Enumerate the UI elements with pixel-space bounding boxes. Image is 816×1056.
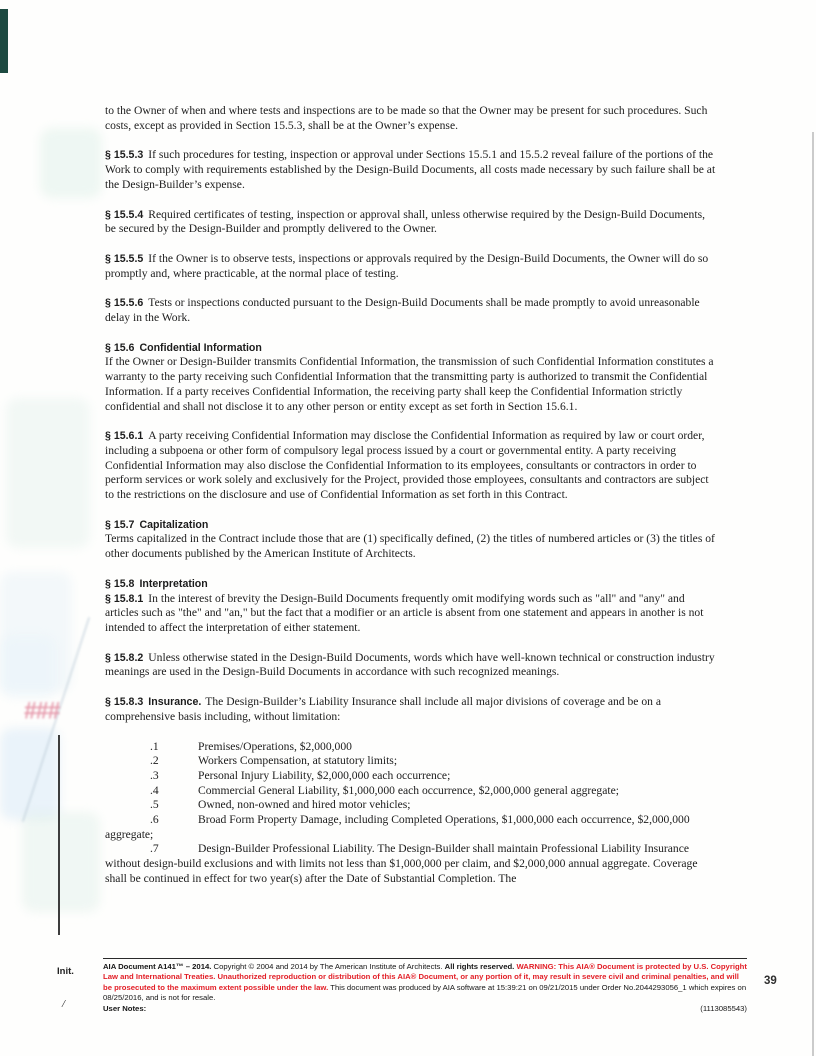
footer-copyright <box>103 962 747 1004</box>
section-15-5-3 <box>105 148 718 192</box>
scan-artifact-blob <box>0 636 56 698</box>
section-text: If the Owner is to observe tests, inspections or approvals required by the Design-Build Documents, the Owner will do so promptly and, where practicable, at the normal place of testing. <box>105 251 709 280</box>
section-heading <box>105 518 718 533</box>
section-15-8-1 <box>105 592 718 636</box>
list-item-text: Premises/Operations, $2,000,000 <box>198 739 352 753</box>
footer-notes-row <box>103 1004 747 1014</box>
scan-artifact-blob <box>0 728 60 820</box>
section-text: A party receiving Confidential Information may disclose the Confidential Information as required by law or court order, including a subpoena or other form of compulsory legal process issued by a court or governmental entity. A party receiving Confidential Information may also disclose the Confidential Information to its employees, consultants or contractors in order to perform services or work solely and exclusively for the Project, provided those employees, consultants and contractors are subject to the restrictions on the disclosure and use of Confidential Information as set forth in this Contract. <box>105 429 709 502</box>
section-text: If such procedures for testing, inspection or approval under Sections 15.5.1 and 15.5.2 reveal failure of the portions of the Work to comply with requirements established by the Design-Build Documents, all costs made necessary by such failure shall be at the Design-Builder’s expense. <box>105 148 716 191</box>
scan-edge-line <box>812 132 814 1056</box>
list-item <box>105 784 718 799</box>
section-label: § 15.8.3 <box>105 696 144 709</box>
section-heading <box>105 577 718 592</box>
scan-artifact-blob <box>40 128 102 198</box>
section-15-6-1 <box>105 429 718 503</box>
footer-doc-title: AIA Document A141™ – 2014. <box>103 962 212 971</box>
section-label: § 15.5.4 <box>105 208 144 221</box>
list-item-text: Design-Builder Professional Liability. The Design-Builder shall maintain Professional Liability Insurance without design-build exclusions and with limits not less than $1,000,000 per claim, and $2,000,000 annual aggregate. Coverage shall be continued in effect for two year(s) after the Date of Substantial Completion. The <box>105 842 698 885</box>
section-heading <box>105 341 718 356</box>
section-15-8 <box>105 577 718 636</box>
list-item-number: .3 <box>150 768 159 782</box>
section-heading-text: Confidential Information <box>139 341 262 354</box>
footer-warning: WARNING: This AIA® Document is protected by U.S. Copyright Law and International Treaties. Unauthorized reproduction or distribution of this AIA® Document, or any portion of it, may result in severe civil and criminal penalties, and will be prosecuted to the maximum extent possible under the law. <box>103 962 747 992</box>
document-id: (1113085543) <box>700 1003 747 1013</box>
list-item-number: .2 <box>150 754 159 768</box>
list-item <box>105 842 718 886</box>
section-15-8-2 <box>105 651 718 680</box>
list-item-number: .5 <box>150 798 159 812</box>
list-item-text: Commercial General Liability, $1,000,000 each occurrence, $2,000,000 general aggregate; <box>198 783 619 797</box>
section-text: Tests or inspections conducted pursuant to the Design-Build Documents shall be made promptly to avoid unreasonable delay in the Work. <box>105 296 700 325</box>
insurance-list <box>105 740 718 887</box>
section-text: Terms capitalized in the Contract include those that are (1) specifically defined, (2) the titles of numbered articles or (3) the titles of other documents published by the American Institute of Architects. <box>105 532 715 561</box>
list-item-number: .4 <box>150 783 159 797</box>
scan-artifact-pink-hatch: ### <box>24 696 60 724</box>
list-item <box>105 813 718 842</box>
section-text: If the Owner or Design-Builder transmits Confidential Information, the transmission of such Confidential Information constitutes a warranty to the party receiving such Confidential Information that the transmitting party is authorized to transmit the Confidential Information. If a party receives Confidential Information, the receiving party shall keep the Confidential Information strictly confidential and shall not disclose it to any other person or entity except as set forth in Section 15.6.1. <box>105 355 714 413</box>
section-15-7 <box>105 518 718 562</box>
list-item-number: .1 <box>150 739 159 753</box>
footer-copyright-text: Copyright © 2004 and 2014 by The American Institute of Architects. <box>211 962 445 971</box>
list-item-text: Owned, non-owned and hired motor vehicles; <box>198 798 411 812</box>
section-text: Required certificates of testing, inspection or approval shall, unless otherwise required by the Design-Build Documents, be secured by the Design-Builder and promptly delivered to the Owner. <box>105 207 705 236</box>
list-item <box>105 740 718 755</box>
list-item-number: .7 <box>150 842 159 856</box>
section-lead: Insurance. <box>148 696 202 709</box>
section-label: § 15.5.6 <box>105 297 144 310</box>
scan-artifact-blob <box>22 812 100 912</box>
section-label: § 15.5.5 <box>105 252 144 265</box>
section-label: § 15.7 <box>105 518 135 531</box>
footer-divider <box>103 958 747 959</box>
section-text: In the interest of brevity the Design-Build Documents frequently omit modifying words such as "all" and "any" and articles such as "the" and "an," but the fact that a modifier or an article is absent from one statement and appears in another is not intended to affect the interpretation of either statement. <box>105 591 704 634</box>
section-label: § 15.5.3 <box>105 149 144 162</box>
paragraph-continuation: to the Owner of when and where tests and inspections are to be made so that the Owner may be present for such procedures. Such costs, except as provided in Section 15.5.3, shall be at the Owner’s expense. <box>105 104 708 132</box>
footer-produced: This document was produced by AIA software at 15:39:21 on 09/21/2015 under Order No.2044293056_1 which expires on 08/25/2016, and is not for resale. <box>103 982 747 1003</box>
section-text: The Design-Builder’s Liability Insurance shall include all major divisions of coverage and be on a comprehensive basis including, without limitation: <box>105 695 661 723</box>
list-item-text: Broad Form Property Damage, including Completed Operations, $1,000,000 each occurrence, $2,000,000 aggregate; <box>105 813 690 841</box>
section-15-5-6 <box>105 296 718 325</box>
list-item <box>105 769 718 784</box>
list-item <box>105 754 718 769</box>
user-notes-label: User Notes: <box>103 1003 147 1013</box>
list-item-text: Personal Injury Liability, $2,000,000 each occurrence; <box>198 768 451 782</box>
section-label: § 15.6 <box>105 341 135 354</box>
list-item-number: .6 <box>150 813 159 827</box>
footer-rights: All rights reserved. <box>444 962 517 971</box>
section-15-5-4 <box>105 208 718 237</box>
scan-artifact-blob <box>6 398 90 548</box>
section-label: § 15.6.1 <box>105 430 144 443</box>
page-number: 39 <box>764 975 777 987</box>
init-signature-slash: / <box>62 998 66 1010</box>
revision-bar <box>58 735 60 935</box>
section-label: § 15.8.2 <box>105 651 144 664</box>
section-text: Unless otherwise stated in the Design-Build Documents, words which have well-known technical or construction industry meanings are used in the Design-Build Documents in accordance with such recognized meanings. <box>105 650 715 679</box>
section-label: § 15.8.1 <box>105 592 144 605</box>
section-15-5-5 <box>105 252 718 281</box>
footer-legal-block <box>103 962 747 1014</box>
section-15-6 <box>105 341 718 415</box>
section-label: § 15.8 <box>105 577 135 590</box>
init-label: Init. <box>57 966 74 977</box>
scan-artifact-teal-bar <box>0 9 8 73</box>
section-15-8-3 <box>105 695 718 724</box>
list-item-text: Workers Compensation, at statutory limits; <box>198 754 398 768</box>
list-item <box>105 798 718 813</box>
contract-text <box>105 104 718 902</box>
section-heading-text: Interpretation <box>139 577 208 590</box>
section-heading-text: Capitalization <box>139 518 209 531</box>
